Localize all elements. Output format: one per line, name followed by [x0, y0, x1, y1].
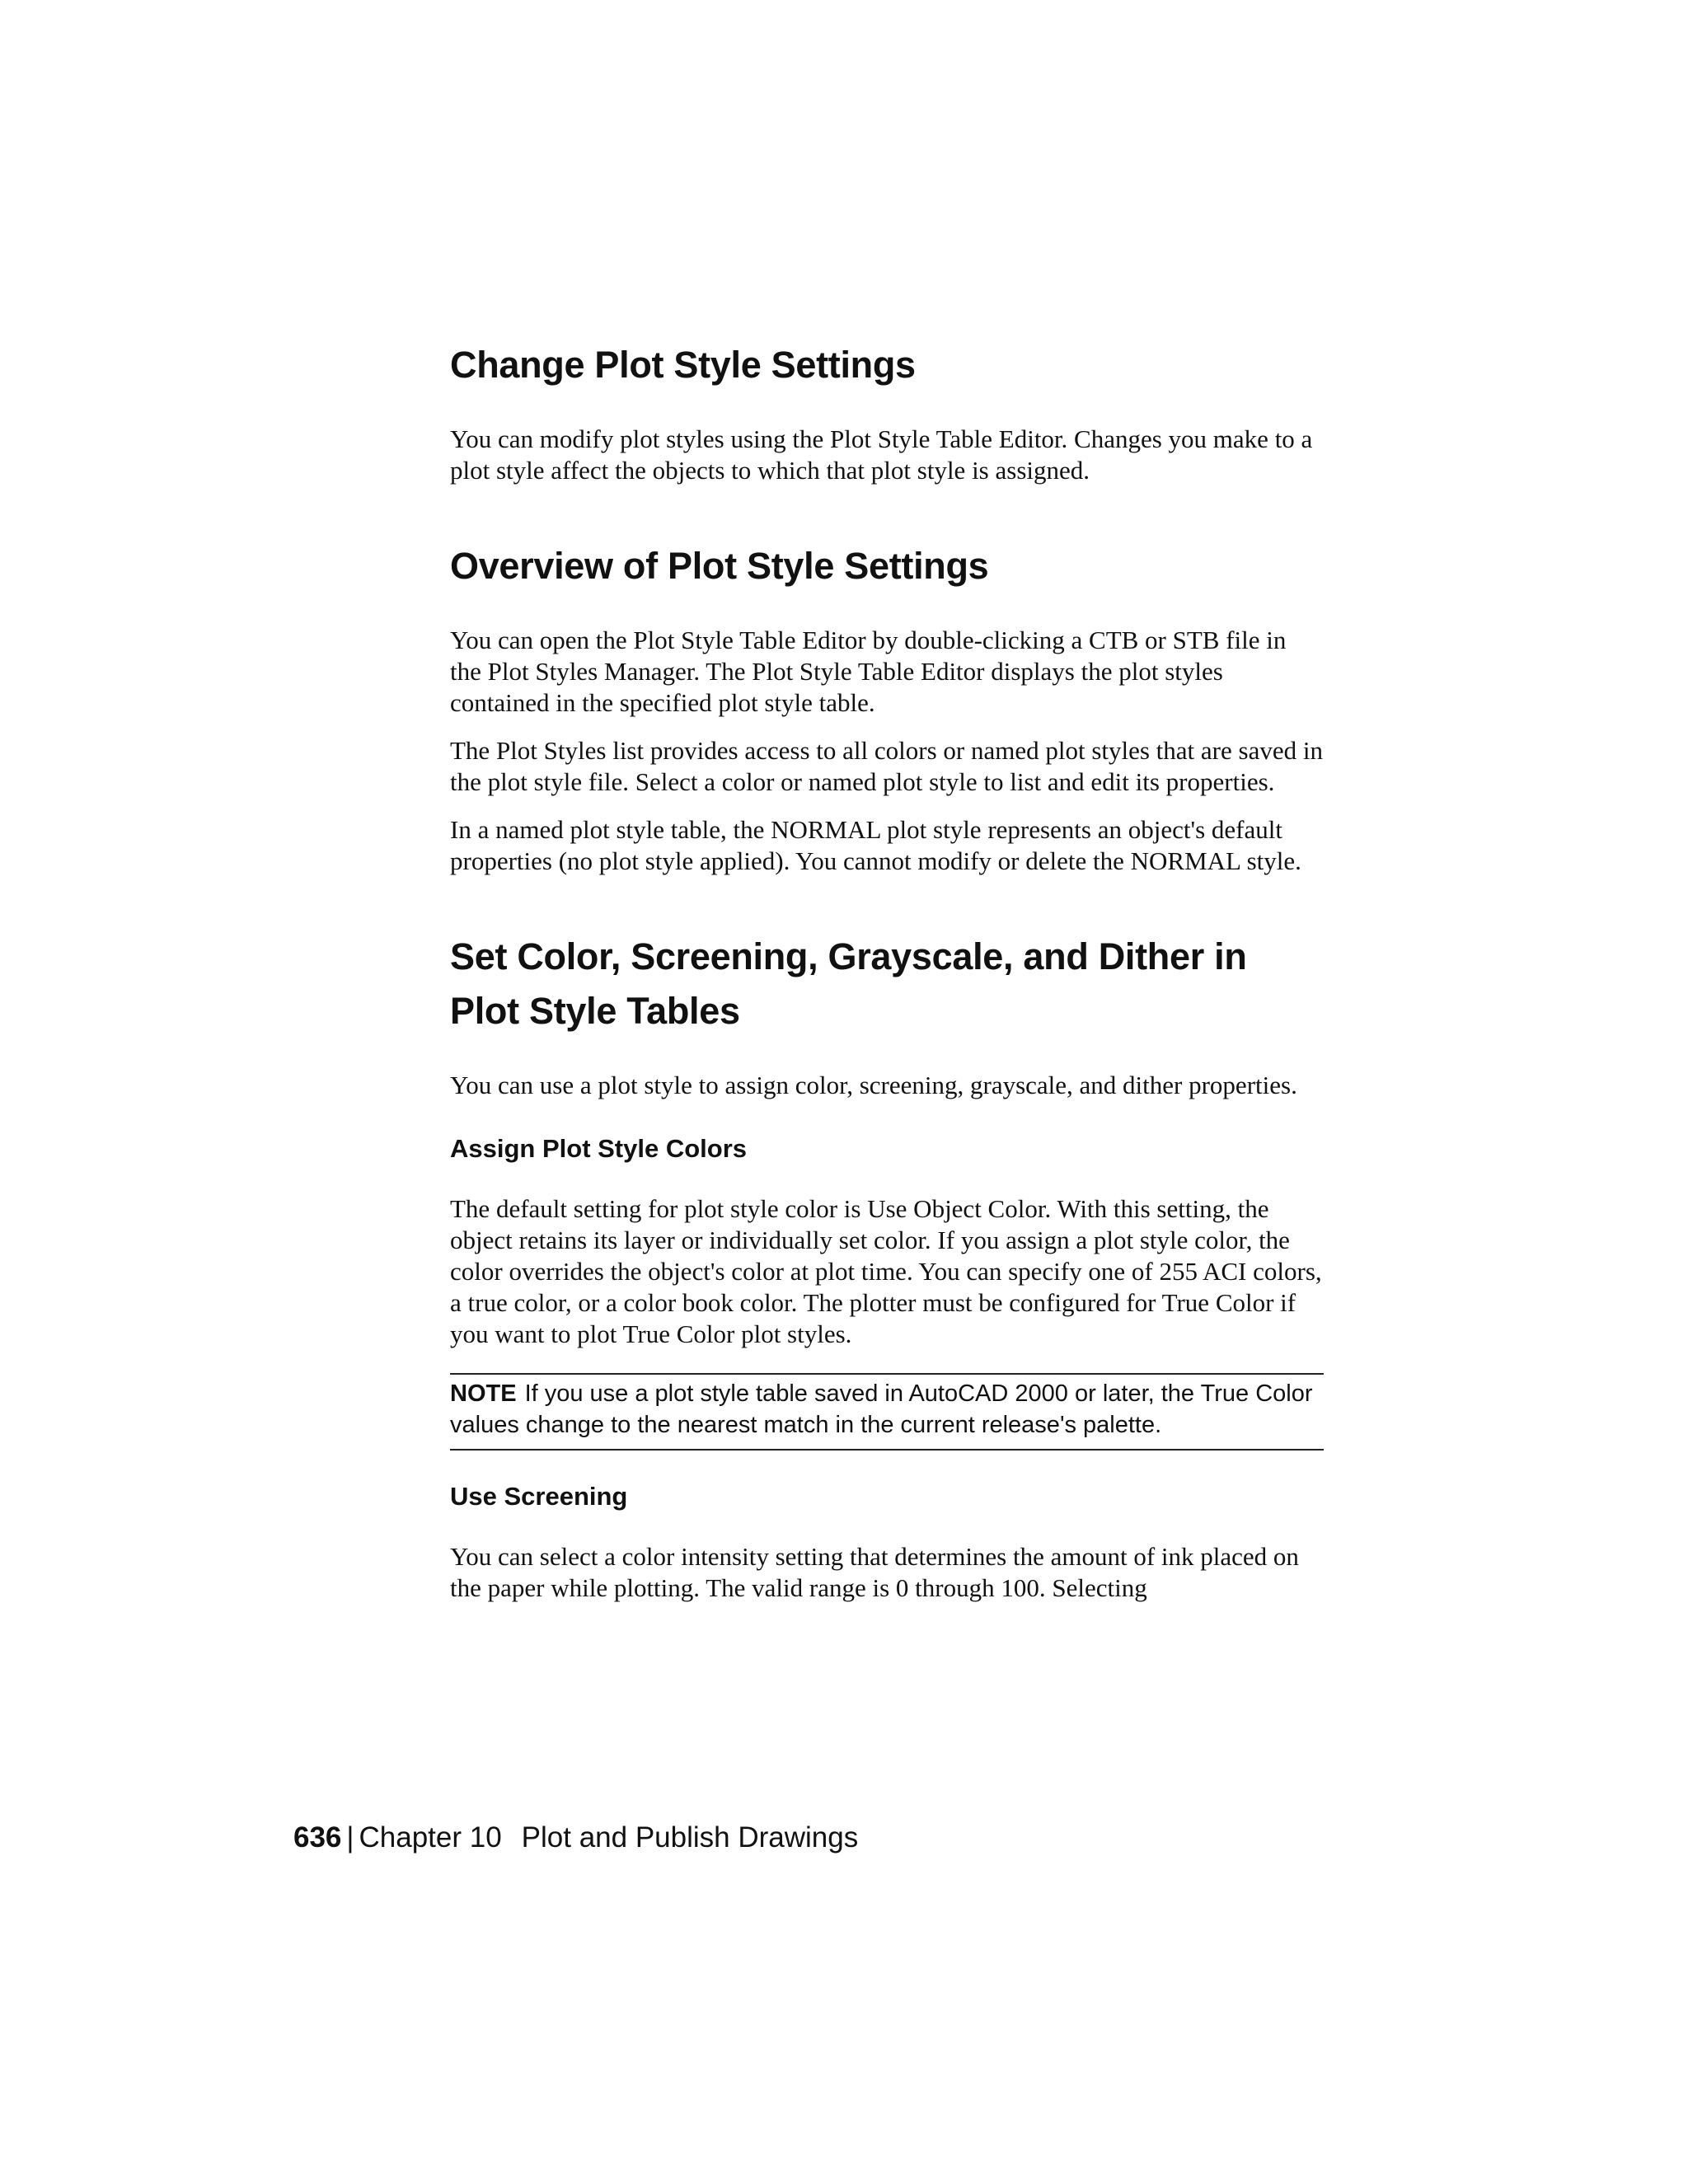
paragraph-overview-3: In a named plot style table, the NORMAL plot style represents an object's default properties (no plot style applied). You cannot modify or delete the NORMAL style. [450, 815, 1301, 875]
paragraph-set-color-intro: You can use a plot style to assign color, screening, grayscale, and dither properties. [450, 1071, 1297, 1099]
paragraph-overview-2: The Plot Styles list provides access to all colors or named plot styles that are saved in the plot style file. Select a color or named plot style to list and edit its properties. [450, 736, 1323, 796]
paragraph-use-screening: You can select a color intensity setting that determines the amount of ink placed on the paper while plotting. The valid range is 0 through 100. Selecting [450, 1542, 1299, 1602]
note-label: NOTE [450, 1380, 517, 1407]
page-number: 636 [293, 1821, 342, 1854]
heading-use-screening: Use Screening [450, 1482, 628, 1511]
footer-chapter: Chapter 10 [359, 1821, 502, 1854]
footer-separator: | [346, 1821, 354, 1854]
heading-assign-plot-style-colors: Assign Plot Style Colors [450, 1134, 748, 1163]
paragraph-overview-1: You can open the Plot Style Table Editor by double-clicking a CTB or STB file in the Plot Styles Manager. The Plot Style Table Editor displays the plot styles contained in the specified plot style table. [450, 626, 1287, 717]
page-content [450, 338, 1324, 1604]
paragraph-assign-colors: The default setting for plot style color is Use Object Color. With this setting, the object retains its layer or individually set color. If you assign a plot style color, the color overrides the object's color at plot time. You can specify one of 255 ACI colors, a true color, or a color book color. The plotter must be configured for True Color if you want to plot True Color plot styles. [450, 1194, 1322, 1348]
heading-set-color-screening: Set Color, Screening, Grayscale, and Dither in Plot Style Tables [450, 935, 1247, 1032]
paragraph-change-intro: You can modify plot styles using the Plot Style Table Editor. Changes you make to a plot style affect the objects to which that plot style is assigned. [450, 424, 1313, 485]
heading-change-plot-style-settings: Change Plot Style Settings [450, 344, 916, 386]
page-footer [293, 1820, 858, 1856]
footer-chapter-title: Plot and Publish Drawings [521, 1821, 859, 1854]
note-text: If you use a plot style table saved in AutoCAD 2000 or later, the True Color values change to the nearest match in the current release's palette. [450, 1380, 1313, 1438]
note-box [450, 1373, 1324, 1451]
heading-overview-of-plot-style-settings: Overview of Plot Style Settings [450, 545, 989, 587]
